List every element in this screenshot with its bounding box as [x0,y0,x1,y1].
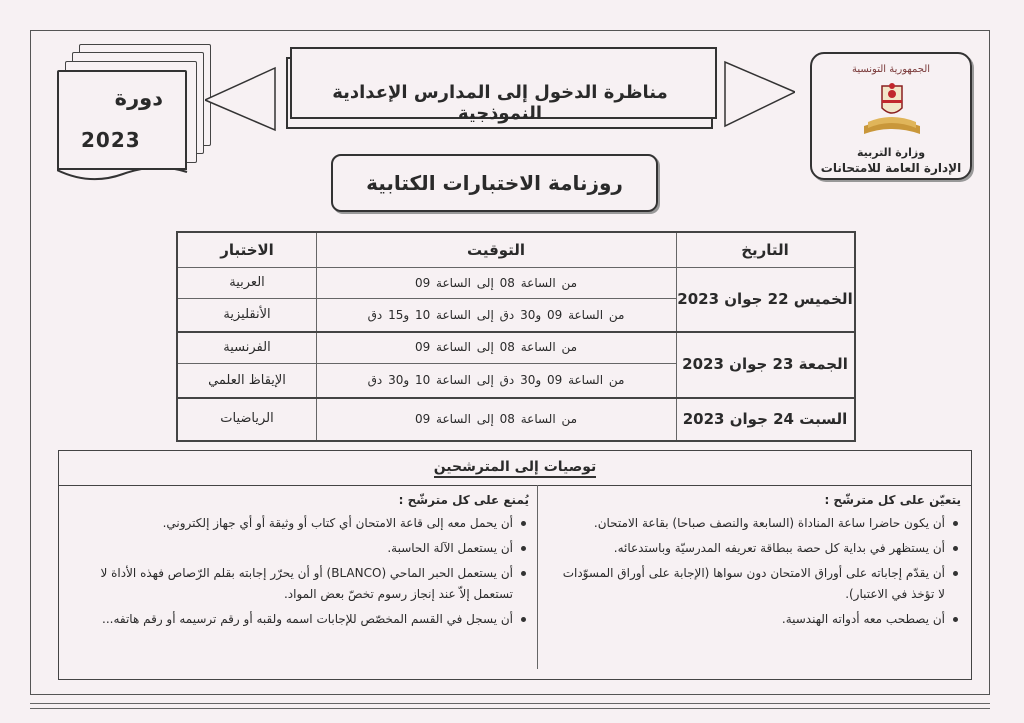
header-date: التاريخ [741,241,789,259]
session-year: 2023 [81,128,141,152]
recommendations-title: توصيات إلى المترشحين [434,459,597,478]
must-title: يتعيّن على كل مترشّح : [824,493,961,507]
date-cell: السبت 24 جوان 2023 [682,409,848,428]
session-word: دورة [114,86,163,110]
bottom-rule [30,703,990,704]
must-column [549,493,961,637]
date-cell: الخميس 22 جوان 2023 [677,290,853,308]
session-card-wave [57,168,189,188]
timing-cell: من الساعة 08 إلى الساعة 09 [414,411,578,426]
list-item: أن يسجل في القسم المخصّص للإجابات اسمه ولقبه أو رقم ترسيمه أو رقم هاتفه... [69,612,529,627]
header-exam: الاختبار [220,241,274,259]
forbidden-column [69,493,529,637]
tunisia-coat-of-arms-book-icon [860,78,924,142]
list-item: أن يستظهر في بداية كل حصة ببطاقة تعريفه المدرسيّة وباستدعائه. [549,541,961,556]
exam-cell: الرياضيات [220,411,274,426]
exam-cell: الإيقاظ العلمي [208,372,286,388]
schedule-table [176,231,856,442]
exam-cell: الفرنسية [223,339,271,355]
header-timing: التوقيت [466,241,526,259]
date-cell: الجمعة 23 جوان 2023 [682,355,848,373]
timing-cell: من الساعة 08 إلى الساعة 09 [414,275,578,290]
bottom-rule-double [30,708,990,709]
exam-cell: الأنقليزية [223,307,271,322]
list-item: أن يستعمل الآلة الحاسبة. [69,541,529,556]
timing-cell: من الساعة 09 و30 دق إلى الساعة 10 و30 دق [367,373,625,387]
list-item-continuation: لا تؤخذ في الاعتبار). [845,587,945,601]
recommendations-header [59,451,971,486]
list-item: أن يقدّم إجاباته على أوراق الامتحان دون سواها (الإجابة على أوراق المسوّدات [549,566,961,581]
subtitle-box [331,154,658,212]
banner-title: مناظرة الدخول إلى المدارس الإعدادية النموذجية [332,82,668,124]
ministry-name: وزارة التربية [856,146,926,159]
subtitle-text: روزنامة الاختبارات الكتابية [366,171,623,195]
list-item: أن يصطحب معه أدواته الهندسية. [549,612,961,627]
republic-name: الجمهورية التونسية [851,64,931,75]
exam-cell: العربية [229,275,265,290]
forbidden-title: يُمنع على كل مترشّح : [398,493,529,507]
column-divider [537,485,538,669]
session-card [57,70,187,170]
department-name: الإدارة العامة للامتحانات [820,161,962,175]
timing-cell: من الساعة 08 إلى الساعة 09 [414,340,578,354]
list-item-continuation: تستعمل إلاّ عند إنجاز رسوم تخصّ بعض المواد. [283,587,513,601]
list-item: أن يحمل معه إلى قاعة الامتحان أي كتاب أو وثيقة أو أي جهاز إلكتروني. [69,516,529,531]
timing-cell: من الساعة 09 و30 دق إلى الساعة 10 و15 دق [367,307,625,322]
ministry-box [810,52,972,180]
list-item: أن يستعمل الحبر الماحي (BLANCO) أو أن يحرّر إجابته بقلم الرّصاص فهذه الأداة لا [69,566,529,581]
list-item: أن يكون حاضرا ساعة المناداة (السابعة والنصف صباحا) بقاعة الامتحان. [549,516,961,531]
recommendations-box [58,450,972,680]
